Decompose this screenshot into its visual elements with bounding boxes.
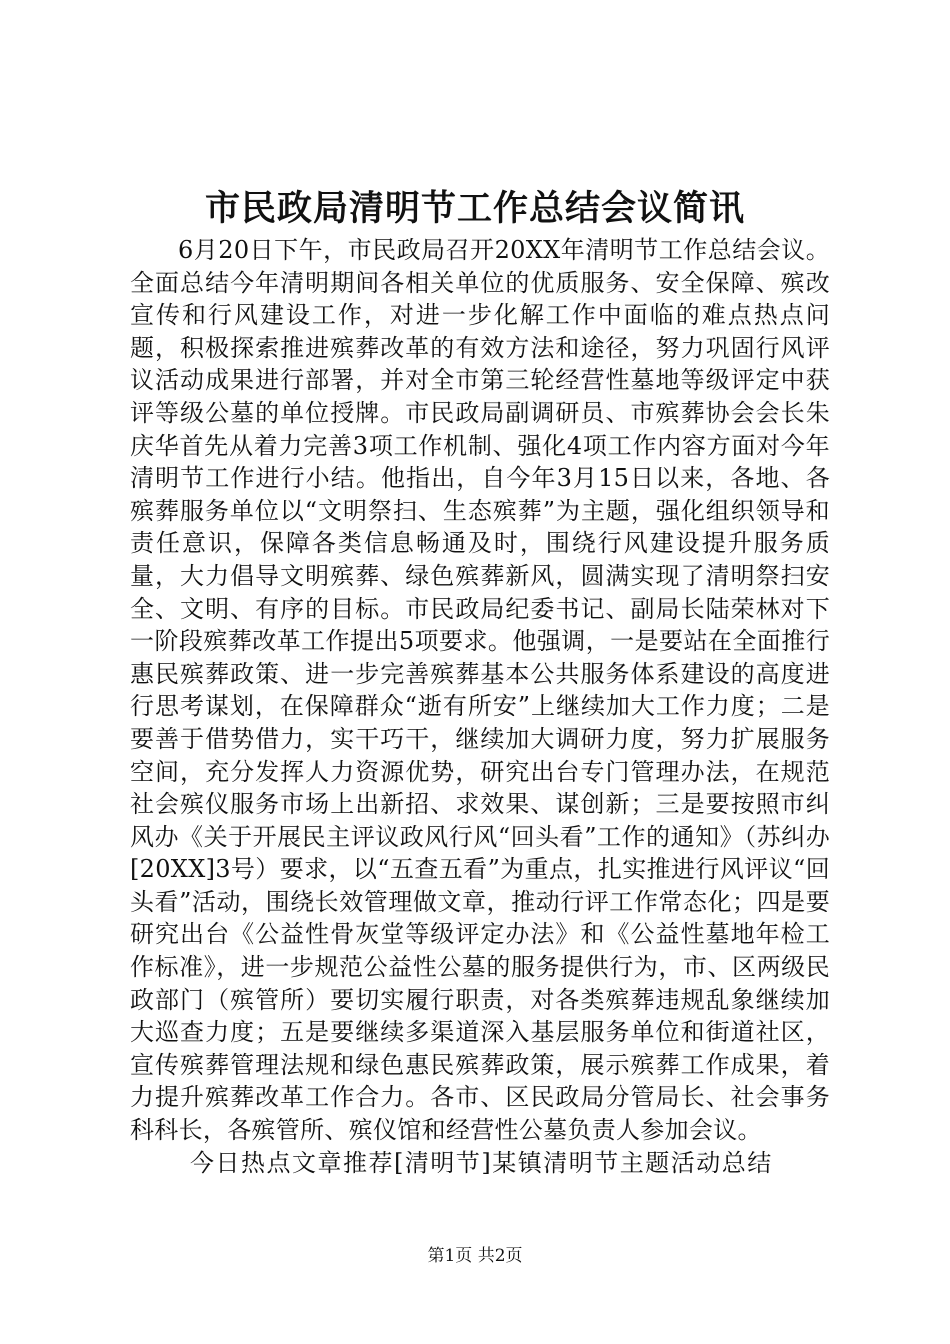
page-footer xyxy=(0,1245,950,1267)
page-number: 第1页 共2页 xyxy=(427,1246,523,1266)
document-body xyxy=(130,234,830,1179)
document-title: 市民政局清明节工作总结会议简讯 xyxy=(204,188,745,229)
body-paragraph: 6月20日下午，市民政局召开20XX年清明节工作总结会议。全面总结今年清明期间各相关单位的优质服务、安全保障、殡改宣传和行风建设工作，对进一步化解工作中面临的难点热点问题，积极探索推进殡葬改革的有效方法和途径，努力巩固行风评议活动成果进行部署，并对全市第三轮经营性墓地等级评定中获评等级公墓的单位授牌。市民政局副调研员、市殡葬协会会长朱庆华首先从着力完善3项工作机制、强化4项工作内容方面对今年清明节工作进行小结。他指出，自今年3月15日以来，各地、各殡葬服务单位以“文明祭扫、生态殡葬”为主题，强化组织领导和责任意识，保障各类信息畅通及时，围绕行风建设提升服务质量，大力倡导文明殡葬、绿色殡葬新风，圆满实现了清明祭扫安全、文明、有序的目标。市民政局纪委书记、副局长陆荣林对下一阶段殡葬改革工作提出5项要求。他强调，一是要站在全面推行惠民殡葬政策、进一步完善殡葬基本公共服务体系建设的高度进行思考谋划，在保障群众“逝有所安”上继续加大工作力度；二是要善于借势借力，实干巧干，继续加大调研力度，努力扩展服务空间，充分发挥人力资源优势，研究出台专门管理办法，在规范社会殡仪服务市场上出新招、求效果、谋创新；三是要按照市纠风办《关于开展民主评议政风行风“回头看”工作的通知》（苏纠办[20XX]3号）要求，以“五查五看”为重点，扎实推进行风评议“回头看”活动，围绕长效管理做文章，推动行评工作常态化；四是要研究出台《公益性骨灰堂等级评定办法》和《公益性墓地年检工作标准》，进一步规范公益性公墓的服务提供行为，市、区两级民政部门（殡管所）要切实履行职责，对各类殡葬违规乱象继续加大巡查力度；五是要继续多渠道深入基层服务单位和街道社区，宣传殡葬管理法规和绿色惠民殡葬政策，展示殡葬工作成果，着力提升殡葬改革工作合力。各市、区民政局分管局长、社会事务科科长，各殡管所、殡仪馆和经营性公墓负责人参加会议。 xyxy=(130,236,830,1145)
recommended-article-link[interactable]: 今日热点文章推荐[清明节]某镇清明节主题活动总结 xyxy=(190,1148,773,1177)
